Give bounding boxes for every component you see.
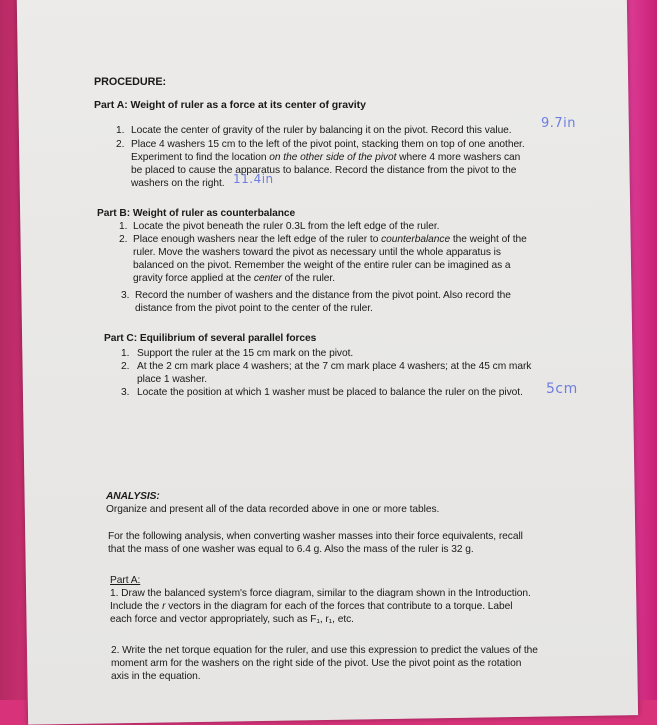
- analysis-q2-line-2: moment arm for the washers on the right side of the pivot. Use the pivot point as the rotation: [111, 658, 522, 669]
- part-a-item-2-line-3: be placed to cause the apparatus to balance. Record the distance from the pivot to the: [131, 165, 517, 176]
- part-c-item-1-text: Support the ruler at the 15 cm mark on the pivot.: [137, 348, 354, 359]
- part-b-item-3-line-2: distance from the pivot point to the center of the ruler.: [135, 303, 373, 314]
- part-c-item-2-line-2: place 1 washer.: [137, 374, 208, 385]
- part-b-item-2-line-4: gravity force applied at the center of the ruler.: [133, 273, 335, 284]
- part-b-item-3-num: 3.: [121, 290, 130, 301]
- handwritten-value-a1: 9.7in: [541, 116, 577, 131]
- part-a-item-2-num: 2.: [116, 139, 125, 150]
- part-b-item-2-line-1: Place enough washers near the left edge of the ruler to counterbalance the weight of the: [133, 234, 527, 245]
- part-a-item-1-num: 1.: [116, 125, 125, 136]
- analysis-q1-line-3: each force and vector appropriately, such as F₁, r₁, etc.: [110, 614, 354, 625]
- analysis-part-a-label: Part A:: [110, 575, 141, 586]
- part-a-item-2-line-2: Experiment to find the location on the other side of the pivot where 4 more washers can: [131, 152, 521, 163]
- handwritten-value-c3: 5cm: [546, 381, 578, 397]
- analysis-heading: ANALYSIS:: [106, 491, 160, 502]
- part-b-item-1-text: Locate the pivot beneath the ruler 0.3L from the left edge of the ruler.: [133, 221, 440, 232]
- procedure-heading: PROCEDURE:: [94, 76, 167, 88]
- part-c-item-3-text: Locate the position at which 1 washer must be placed to balance the ruler on the pivot.: [137, 387, 523, 398]
- analysis-q1-line-1: 1. Draw the balanced system's force diagram, similar to the diagram shown in the Introduction.: [110, 588, 531, 599]
- analysis-q2-line-3: axis in the equation.: [111, 671, 201, 682]
- part-a-title: Part A: Weight of ruler as a force at its center of gravity: [94, 99, 366, 111]
- analysis-q2-line-1: 2. Write the net torque equation for the ruler, and use this expression to predict the values of the: [111, 645, 538, 656]
- analysis-q1-line-2: Include the r vectors in the diagram for each of the forces that contribute to a torque. Label: [110, 601, 513, 612]
- part-b-item-2-line-2: ruler. Move the washers toward the pivot as necessary until the whole apparatus is: [133, 247, 501, 258]
- part-b-item-1-num: 1.: [119, 221, 128, 232]
- part-a-item-2-line-4: washers on the right.: [131, 178, 225, 189]
- part-c-item-1-num: 1.: [121, 348, 130, 359]
- part-a-item-1-text: Locate the center of gravity of the ruler by balancing it on the pivot. Record this value.: [131, 125, 512, 136]
- part-b-item-2-line-3: balanced on the pivot. Remember the weight of the entire ruler can be imagined as a: [133, 260, 511, 271]
- analysis-para-line-1: For the following analysis, when converting washer masses into their force equivalents, recall: [108, 531, 523, 542]
- part-b-item-3-line-1: Record the number of washers and the distance from the pivot point. Also record the: [135, 290, 511, 301]
- part-c-item-2-num: 2.: [121, 361, 130, 372]
- part-b-item-2-num: 2.: [119, 234, 128, 245]
- part-c-item-2-line-1: At the 2 cm mark place 4 washers; at the 7 cm mark place 4 washers; at the 45 cm mark: [137, 361, 532, 372]
- part-c-item-3-num: 3.: [121, 387, 130, 398]
- part-b-title: Part B: Weight of ruler as counterbalance: [97, 208, 296, 219]
- handwritten-value-a2: 11.4in: [233, 172, 274, 186]
- analysis-para-line-2: that the mass of one washer was equal to 6.4 g. Also the mass of the ruler is 32 g.: [108, 544, 474, 555]
- part-c-title: Part C: Equilibrium of several parallel forces: [104, 333, 317, 344]
- part-a-item-2-line-1: Place 4 washers 15 cm to the left of the pivot point, stacking them on top of one another.: [131, 139, 525, 150]
- analysis-intro: Organize and present all of the data recorded above in one or more tables.: [106, 504, 440, 515]
